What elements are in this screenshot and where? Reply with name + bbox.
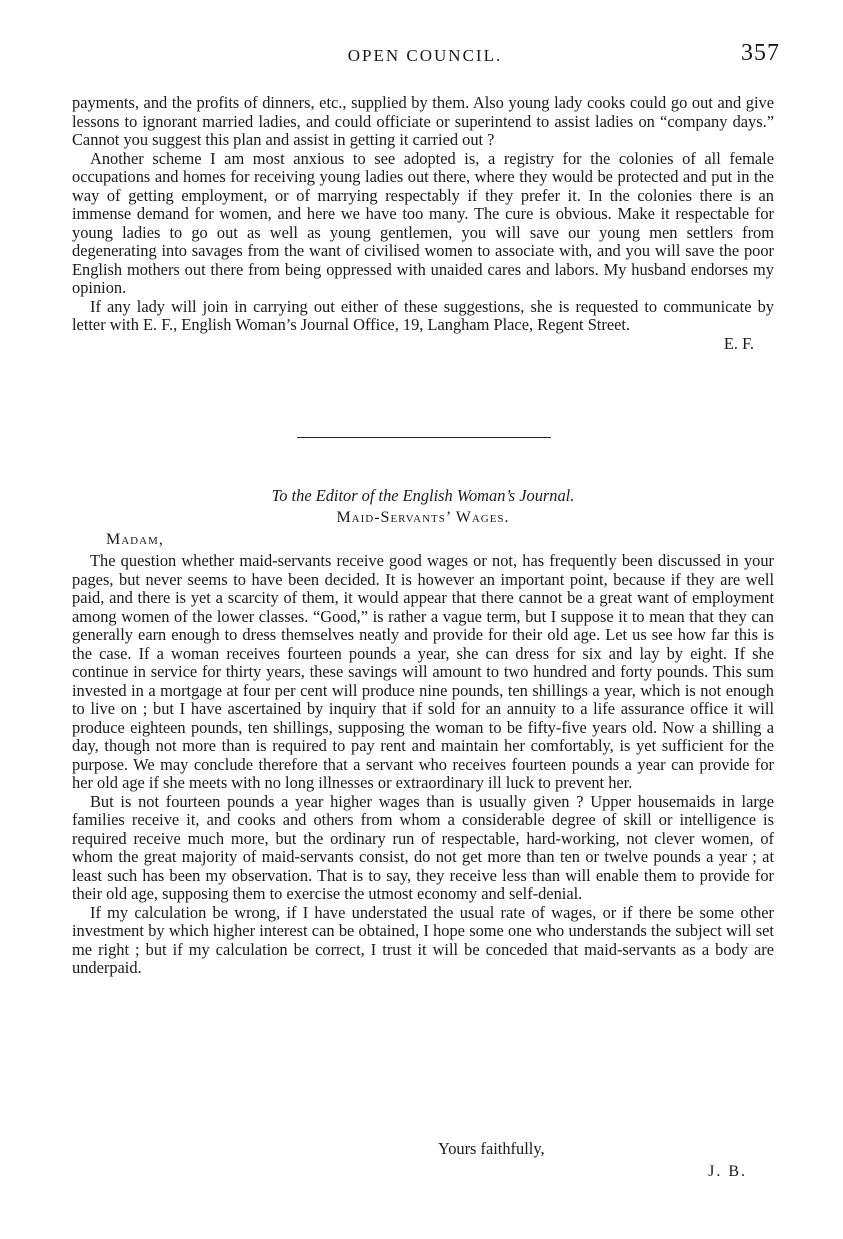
- paragraph-registry-scheme: Another scheme I am most anxious to see adopted is, a registry for the colonies of all female occupations and homes for receiving young ladies out there, where they would be protected and put in the way of getting employment, or of marrying respectably if they prefer it. In the colonies there is an immense demand for women, and here we have too many. The cure is obvious. Make it respectable for young ladies to go out as well as young gentlemen, you will save our young men settlers from degenerating into savages from the want of civilised women to associate with, and you will save the poor English mothers out there from being oppressed with unaided cares and labors. My husband endorses my opinion.: [72, 148, 774, 297]
- paragraph-continued: payments, and the profits of dinners, etc., supplied by them. Also young lady cooks could go out and give lessons to ignorant married ladies, and could officiate or superintend to assist ladies on “company days.” Cannot you suggest this plan and assist in getting it carried out ?: [72, 93, 774, 149]
- page-number: 357: [741, 40, 780, 66]
- running-title: OPEN COUNCIL.: [347, 46, 503, 65]
- section-one-text: [72, 94, 774, 353]
- paragraph-contact: If any lady will join in carrying out either of these suggestions, she is requested to communicate by letter with E. F., English Woman’s Journal Office, 19, Langham Place, Regent Street.: [72, 296, 774, 334]
- letter-salutation: Madam,: [106, 531, 164, 548]
- section-divider: [297, 437, 551, 438]
- letter-body-text: [72, 552, 774, 978]
- letter-heading: Maid-Servants’ Wages.: [336, 509, 510, 526]
- letter-paragraph-wages: But is not fourteen pounds a year higher wages than is usually given ? Upper housemaids in large families receive it, and cooks and others from whom a considerable degree of skill or intelligence is required receive much more, but the ordinary run of respectable, hard-working, not clever women, of whom the great majority of maid-servants consist, do not get more than ten or twelve pounds a year ; at least such has been my observation. That is to say, they receive less than will enable them to provide for their old age, supposing them to exercise the utmost economy and self-denial.: [72, 791, 774, 903]
- running-head: [70, 40, 780, 70]
- letter-paragraph-question: The question whether maid-servants receive good wages or not, has frequently been discussed in your pages, but never seems to have been decided. It is however an important point, because if they are well paid, and there is yet a scarcity of them, it would appear that there cannot be a great want of employment among women of the lower classes. “Good,” is rather a vague term, but I suppose it to mean that they can generally earn enough to dress themselves neatly and provide for their old age. Let us see how far this is the case. If a woman receives fourteen pounds a year, she can dress for six and lay by eight. If she continue in service for thirty years, these savings will amount to two hundred and forty pounds. This sum invested in a mortgage at four per cent will produce nine pounds, ten shillings a year, which is not enough to live on ; but I have ascertained by inquiry that if sold for an annuity to a life assurance office it will produce eighteen pounds, ten shillings, supposing the woman to be fifty-five years old. Now a shilling a day, though not more than is required to pay rent and maintain her comfortably, is yet sufficient for the purpose. We may conclude therefore that a servant who receives fourteen pounds a year can provide for her old age if she meets with no long illnesses or extraordinary ill luck to prevent her.: [72, 551, 774, 792]
- letter-paragraph-conclusion: If my calculation be wrong, if I have understated the usual rate of wages, or if there be some other investment by which higher interest can be obtained, I hope some one who understands the subject will set me right ; but if my calculation be correct, I trust it will be conceded that maid-servants as a body are underpaid.: [72, 902, 774, 977]
- section-one-signature: E. F.: [723, 333, 754, 353]
- letter-signature: J. B.: [708, 1163, 747, 1180]
- letter-address: To the Editor of the English Woman’s Journal.: [271, 486, 575, 505]
- letter-closing: Yours faithfully,: [438, 1139, 545, 1158]
